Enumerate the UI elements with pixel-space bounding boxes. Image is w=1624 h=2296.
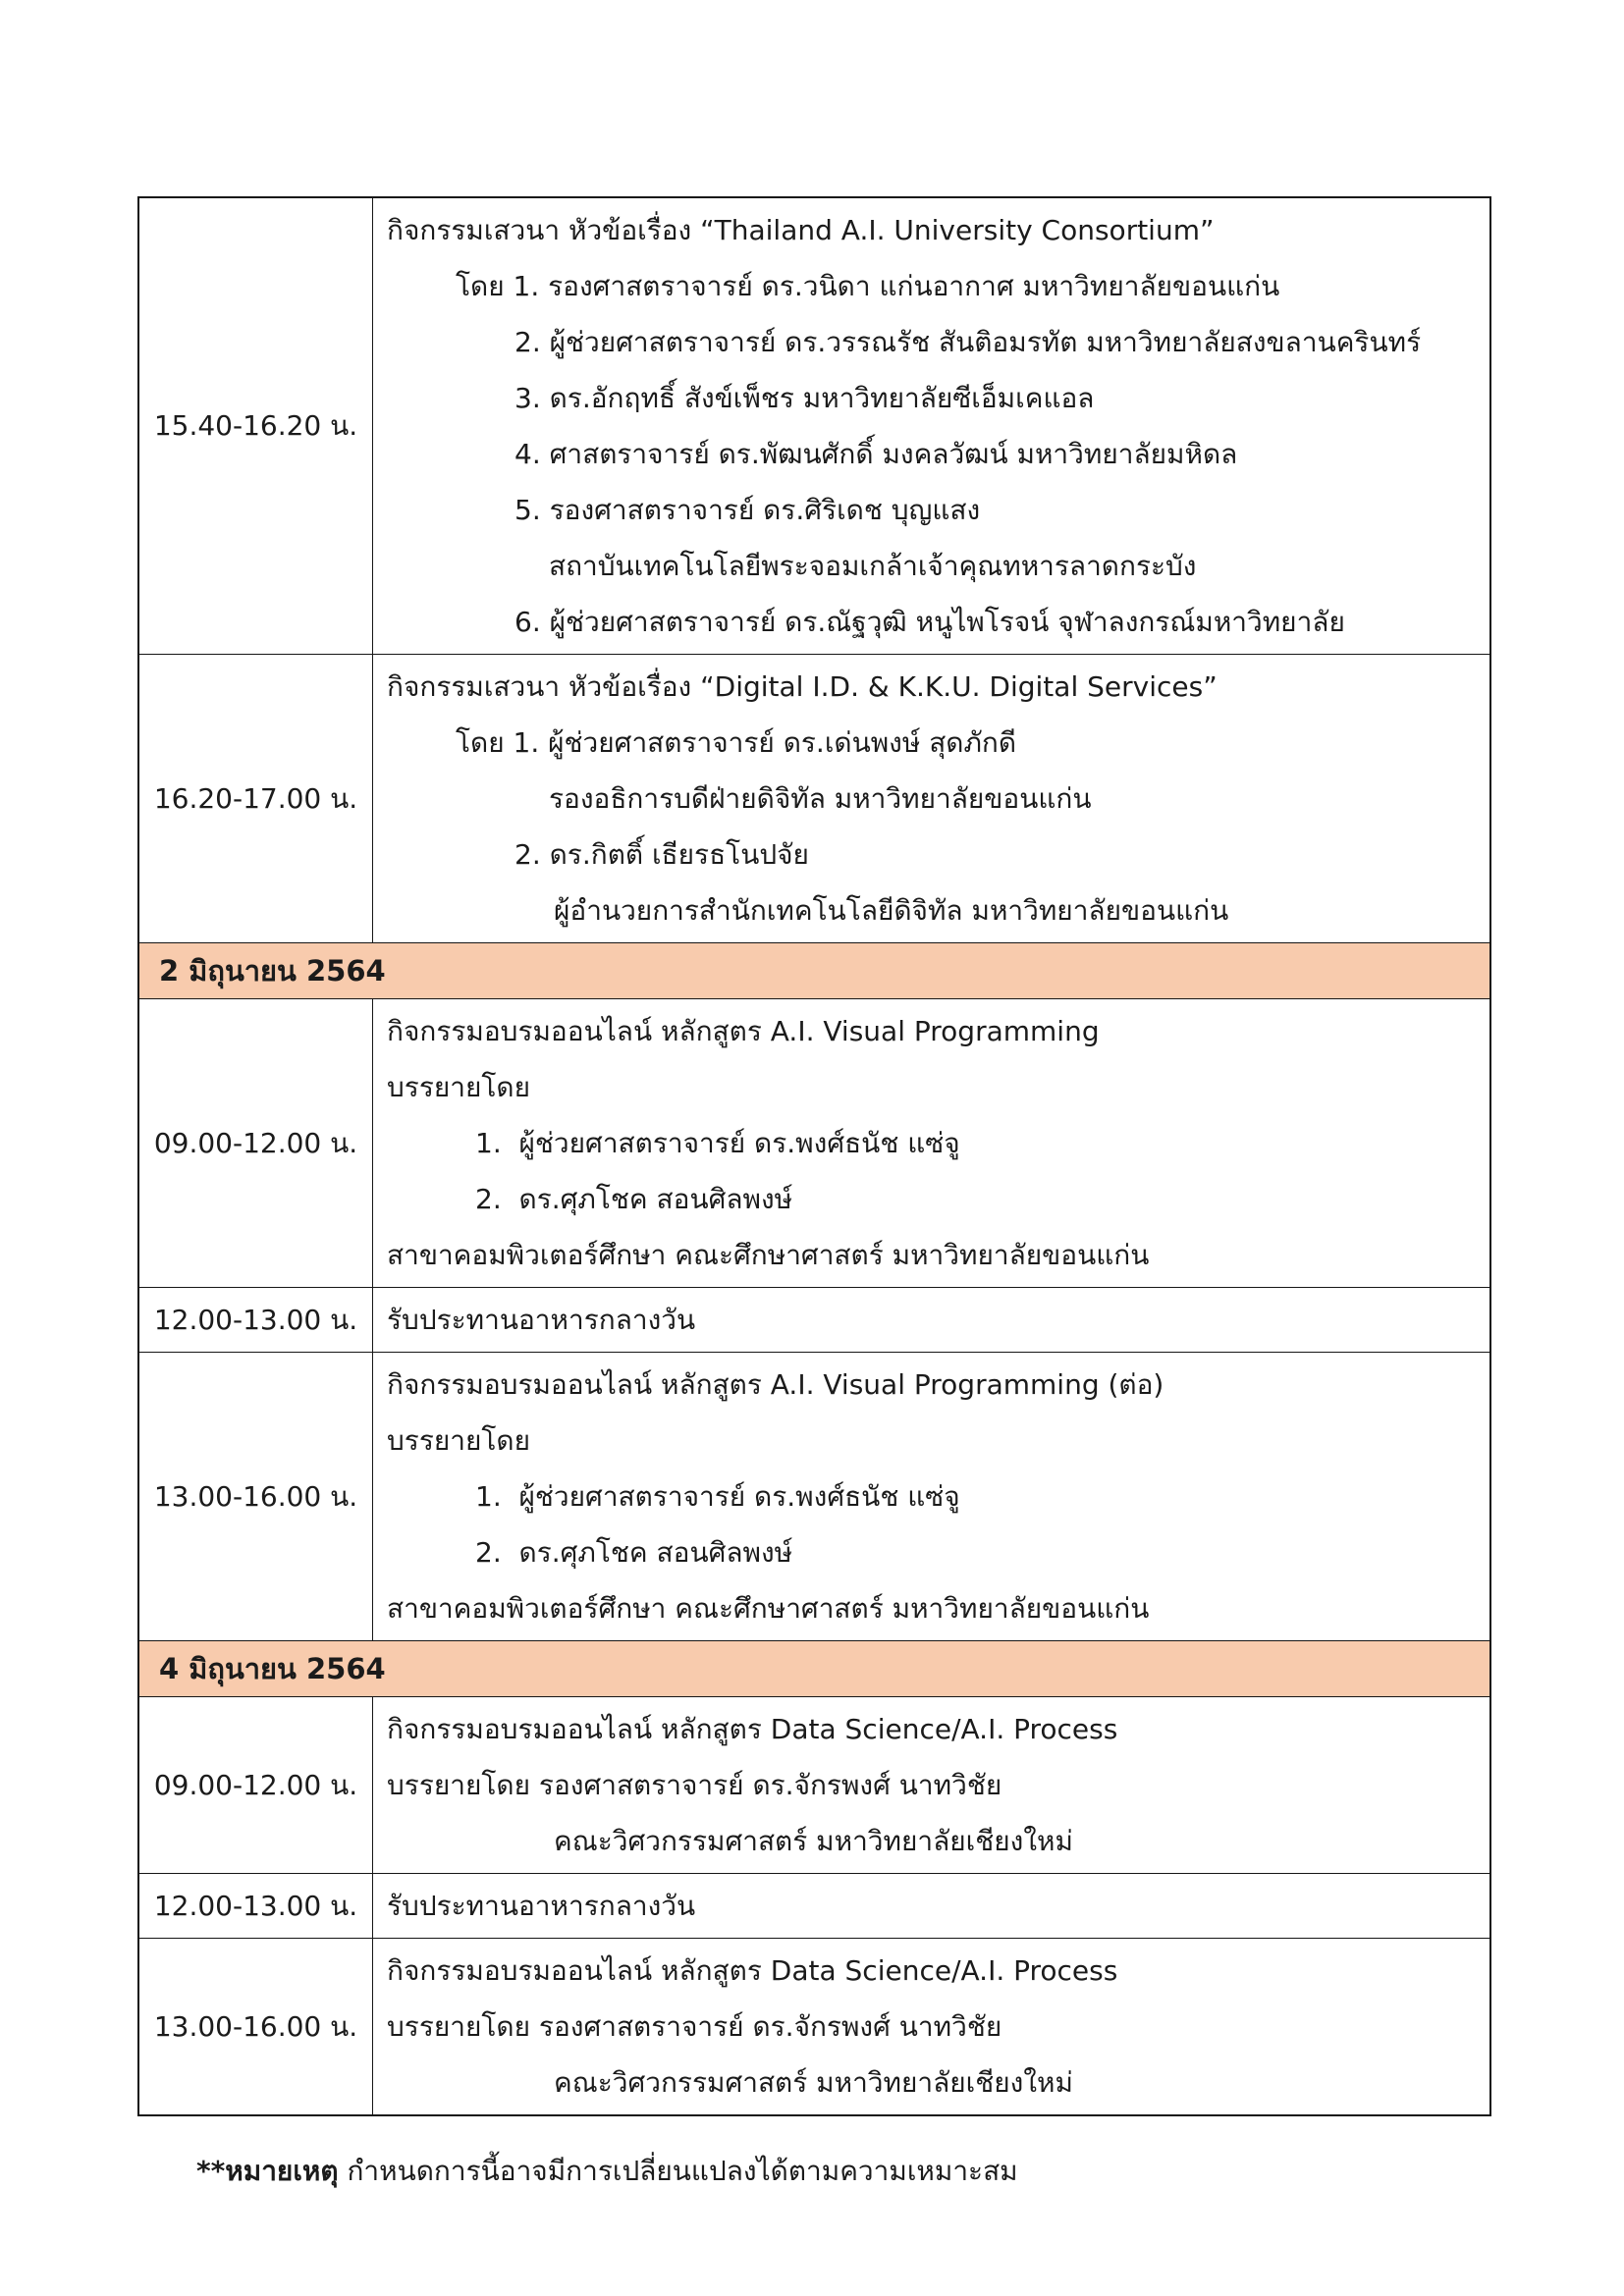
content-line: ผู้อำนวยการสำนักเทคโนโลยีดิจิทัล มหาวิทยาลัยขอนแก่น (554, 894, 1229, 927)
content-line: 1. ผู้ช่วยศาสตราจารย์ ดร.พงศ์ธนัช แซ่จู (475, 1480, 960, 1513)
date-header-label: 4 มิถุนายน 2564 (159, 1652, 386, 1685)
date-header-row (139, 1640, 1489, 1696)
activity-cell (373, 655, 1489, 942)
content-line: บรรยายโดย (387, 1424, 531, 1457)
content-line: 4. ศาสตราจารย์ ดร.พัฒนศักดิ์ มงคลวัฒน์ มหาวิทยาลัยมหิดล (514, 438, 1238, 470)
activity-cell (373, 999, 1489, 1287)
content-line: 6. ผู้ช่วยศาสตราจารย์ ดร.ณัฐวุฒิ หนูไพโรจน์ จุฬาลงกรณ์มหาวิทยาลัย (514, 606, 1345, 638)
content-line: กิจกรรมเสวนา หัวข้อเรื่อง “Thailand A.I. University Consortium” (387, 214, 1215, 246)
schedule-table (137, 196, 1491, 2116)
content-line: กิจกรรมอบรมออนไลน์ หลักสูตร Data Science/A.I. Process (387, 1713, 1118, 1745)
content-line: 2. ผู้ช่วยศาสตราจารย์ ดร.วรรณรัช สันติอมรทัต มหาวิทยาลัยสงขลานครินทร์ (514, 326, 1422, 358)
time-slot-row (139, 1938, 1489, 2114)
time-slot-row (139, 1873, 1489, 1938)
content-line: สถาบันเทคโนโลยีพระจอมเกล้าเจ้าคุณทหารลาดกระบัง (549, 550, 1197, 582)
time-slot-row (139, 998, 1489, 1287)
content-line: 2. ดร.ศุภโชค สอนศิลพงษ์ (475, 1183, 793, 1215)
content-line: โดย 1. ผู้ช่วยศาสตราจารย์ ดร.เด่นพงษ์ สุดภักดี (456, 726, 1017, 759)
time-cell: 12.00-13.00 น. (139, 1288, 373, 1352)
content-line: คณะวิศวกรรมศาสตร์ มหาวิทยาลัยเชียงใหม่ (554, 2066, 1073, 2099)
content-line: กิจกรรมอบรมออนไลน์ หลักสูตร Data Science/A.I. Process (387, 1954, 1118, 1987)
content-line: 2. ดร.กิตติ์ เธียรธโนปจัย (514, 838, 809, 871)
content-line: 1. ผู้ช่วยศาสตราจารย์ ดร.พงศ์ธนัช แซ่จู (475, 1127, 960, 1159)
time-cell: 16.20-17.00 น. (139, 655, 373, 942)
content-line: บรรยายโดย รองศาสตราจารย์ ดร.จักรพงศ์ นาทวิชัย (387, 2010, 1002, 2043)
content-line: กิจกรรมอบรมออนไลน์ หลักสูตร A.I. Visual Programming (ต่อ) (387, 1368, 1164, 1401)
content-line: 2. ดร.ศุภโชค สอนศิลพงษ์ (475, 1536, 793, 1569)
content-line: สาขาคอมพิวเตอร์ศึกษา คณะศึกษาศาสตร์ มหาวิทยาลัยขอนแก่น (387, 1239, 1150, 1271)
time-slot-row (139, 198, 1489, 654)
activity-cell (373, 1874, 1489, 1938)
time-cell: 12.00-13.00 น. (139, 1874, 373, 1938)
date-header-label: 2 มิถุนายน 2564 (159, 954, 386, 988)
content-line: บรรยายโดย รองศาสตราจารย์ ดร.จักรพงศ์ นาทวิชัย (387, 1769, 1002, 1801)
time-cell: 13.00-16.00 น. (139, 1353, 373, 1640)
time-cell: 09.00-12.00 น. (139, 1697, 373, 1873)
content-line: กิจกรรมอบรมออนไลน์ หลักสูตร A.I. Visual Programming (387, 1015, 1100, 1047)
activity-cell (373, 1697, 1489, 1873)
time-cell: 15.40-16.20 น. (139, 198, 373, 654)
content-line: โดย 1. รองศาสตราจารย์ ดร.วนิดา แก่นอากาศ มหาวิทยาลัยขอนแก่น (456, 270, 1280, 302)
footer-note-label: **หมายเหตุ (196, 2155, 339, 2187)
content-line: รับประทานอาหารกลางวัน (387, 1304, 696, 1336)
time-slot-row (139, 1352, 1489, 1640)
content-line: 5. รองศาสตราจารย์ ดร.ศิริเดช บุญแสง (514, 494, 981, 526)
content-line: บรรยายโดย (387, 1071, 531, 1103)
activity-cell (373, 198, 1489, 654)
content-line: 3. ดร.อักฤทธิ์ สังข์เพ็ชร มหาวิทยาลัยซีเอ็มเคแอล (514, 382, 1095, 414)
time-slot-row (139, 654, 1489, 942)
content-line: กิจกรรมเสวนา หัวข้อเรื่อง “Digital I.D. & K.K.U. Digital Services” (387, 670, 1218, 703)
date-header-row (139, 942, 1489, 998)
content-line: รองอธิการบดีฝ่ายดิจิทัล มหาวิทยาลัยขอนแก่น (549, 782, 1092, 815)
activity-cell (373, 1353, 1489, 1640)
content-line: คณะวิศวกรรมศาสตร์ มหาวิทยาลัยเชียงใหม่ (554, 1825, 1073, 1857)
time-cell: 13.00-16.00 น. (139, 1939, 373, 2114)
time-cell: 09.00-12.00 น. (139, 999, 373, 1287)
activity-cell (373, 1288, 1489, 1352)
footer-note-text: กำหนดการนี้อาจมีการเปลี่ยนแปลงได้ตามความเหมาะสม (338, 2155, 1018, 2187)
content-line: รับประทานอาหารกลางวัน (387, 1890, 696, 1922)
activity-cell (373, 1939, 1489, 2114)
footer-note (196, 2152, 1018, 2191)
time-slot-row (139, 1696, 1489, 1873)
time-slot-row (139, 1287, 1489, 1352)
content-line: สาขาคอมพิวเตอร์ศึกษา คณะศึกษาศาสตร์ มหาวิทยาลัยขอนแก่น (387, 1592, 1150, 1625)
